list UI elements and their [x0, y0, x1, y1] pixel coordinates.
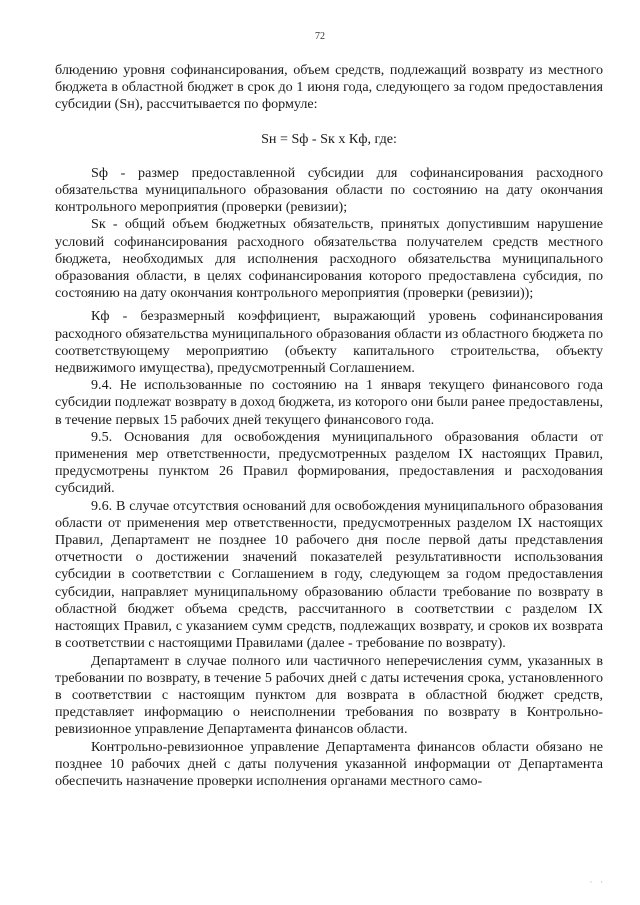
paragraph-9-5: 9.5. Основания для освобождения муниципального образования области от применения мер ответственности, предусмотренных разделом IX настоящих Правил, предусмотрены пунктом 26 Правил формирования, предоставления и расходования субсидий.	[55, 428, 603, 497]
paragraph-9-6: 9.6. В случае отсутствия оснований для освобождения муниципального образования области от применения мер ответственности, предусмотренных разделом IX настоящих Правил, Департамент не позднее 10 рабочего дня после первой даты представления отчетности о достижении значений показателей результативности использования субсидии в соответствии с Соглашением в году, следующем за годом предоставления субсидии, направляет муниципальному образованию области требование по возврату в областной бюджет объема средств, рассчитанного в соответствии с разделом IX настоящих Правил, с указанием сумм средств, подлежащих возврату, и сроков их возврата в соответствии с настоящими Правилами (далее - требование по возврату).	[55, 497, 603, 652]
paragraph-kf-definition: Кф - безразмерный коэффициент, выражающий уровень софинансирования расходного обязательства муниципального образования области из областного бюджета по соответствующему мероприятию (объекту капитального строительства, объекту недвижимого имущества), предусмотренный Соглашением.	[55, 308, 603, 377]
scan-marks: · ·	[589, 878, 606, 887]
paragraph-sf-definition: Sф - размер предоставленной субсидии для софинансирования расходного обязательства муниципального образования области по состоянию на дату окончания контрольного мероприятия (проверки (ревизии);	[55, 164, 603, 216]
paragraph-department: Департамент в случае полного или частичного неперечисления сумм, указанных в требовании по возврату, в течение 5 рабочих дней с даты истечения срока, установленного в соответствии с настоящим пунктом для возврата в областной бюджет средств, представляет информацию о неисполнении требования по возврату в Контрольно-ревизионное управление Департамента финансов области.	[55, 652, 603, 738]
document-body	[55, 62, 603, 790]
paragraph-control-audit: Контрольно-ревизионное управление Департамента финансов области обязано не позднее 10 рабочих дней с даты получения указанной информации от Департамента обеспечить назначение проверки исполнения органами местного само-	[55, 738, 603, 789]
paragraph-9-4: 9.4. Не использованные по состоянию на 1 января текущего финансового года субсидии подлежат возврату в доход бюджета, из которого они были ранее предоставлены, в течение первых 15 рабочих дней текущего финансового года.	[55, 377, 603, 428]
page-number: 72	[315, 31, 325, 42]
formula: Sн = Sф - Sк х Кф, где:	[261, 130, 397, 147]
paragraph-continuation: блюдению уровня софинансирования, объем средств, подлежащий возврату из местного бюджета в областной бюджет в срок до 1 июня года, следующего за годом предоставления субсидии (Sн), рассчитывается по формуле:	[55, 62, 603, 113]
paragraph-sk-definition: Sк - общий объем бюджетных обязательств, принятых допустившим нарушение условий софинансирования расходного обязательства получателем средств местного бюджета, необходимых для исполнения расходного обязательства муниципального образования области, в целях софинансирования которого предоставлена субсидия, по состоянию на дату окончания контрольного мероприятия (проверки (ревизии));	[55, 216, 603, 302]
